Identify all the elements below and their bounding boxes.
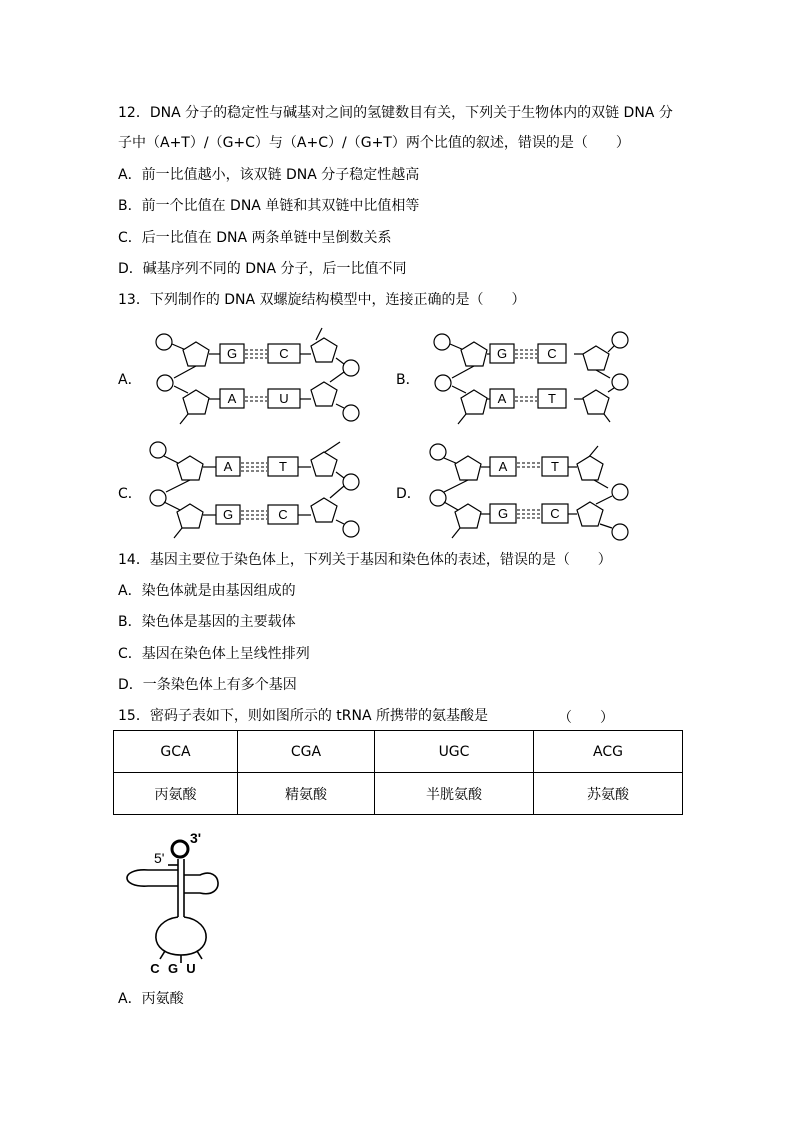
q14-option-b: B．染色体是基因的主要载体 [118,614,296,630]
q12-option-d: D．碱基序列不同的 DNA 分子，后一比值不同 [118,261,407,277]
q15-answer-blank: （ ） [558,710,614,726]
base-t: T [548,391,556,406]
q14-option-d: D．一条染色体上有多个基因 [118,677,297,693]
q14-stem: 14．基因主要位于染色体上，下列关于基因和染色体的表述，错误的是（ ） [118,552,612,568]
q13-option-c-label: C． [118,486,142,502]
q15-option-a: A．丙氨酸 [118,991,184,1007]
q12-option-b: B．前一个比值在 DNA 单链和其双链中比值相等 [118,198,420,214]
codon-cell: CGA [238,731,375,773]
base-t: T [279,459,287,474]
anticodon-base-c: C [150,961,160,976]
q12-stem-line1: 12．DNA 分子的稳定性与碱基对之间的氢键数目有关，下列关于生物体内的双链 DNA 分 [118,105,673,121]
base-g: G [226,346,238,361]
q12-option-c: C．后一比值在 DNA 两条单链中呈倒数关系 [118,230,392,246]
codon-table [113,730,683,815]
base-g: G [496,346,508,361]
five-prime-label: 5' [154,850,165,866]
dna-model-a [146,322,376,426]
q15-stem: 15．密码子表如下，则如图所示的 tRNA 所携带的氨基酸是 [118,708,488,724]
q13-option-a-label: A． [118,372,142,388]
codon-cell: ACG [534,731,683,773]
amino-acid-cell: 丙氨酸 [114,773,238,815]
amino-acid-cell: 半胱氨酸 [375,773,534,815]
q13-option-b-label: B． [396,372,420,388]
codon-cell: GCA [114,731,238,773]
base-c: C [278,507,288,522]
base-c: C [550,506,560,521]
base-g: G [222,507,234,522]
base-g: G [497,506,509,521]
base-c: C [279,346,289,361]
base-c: C [547,346,557,361]
anticodon-base-u: U [186,961,196,976]
amino-acid-cell: 精氨酸 [238,773,375,815]
dna-model-c [146,436,376,542]
q13-stem: 13．下列制作的 DNA 双螺旋结构模型中，连接正确的是（ ） [118,292,526,308]
three-prime-label: 3' [190,830,202,846]
base-u: U [279,391,289,406]
base-a: A [497,391,507,406]
base-a: A [223,459,233,474]
q12-option-a: A．前一比值越小，该双链 DNA 分子稳定性越高 [118,167,420,183]
anticodon-base-g: G [167,961,179,976]
amino-acid-row [114,773,683,815]
codon-row [114,731,683,773]
q12-stem-line2: 子中（A+T）/（G+C）与（A+C）/（G+T）两个比值的叙述，错误的是（ ） [118,135,630,151]
base-a: A [498,459,508,474]
q14-option-c: C．基因在染色体上呈线性排列 [118,646,310,662]
dna-model-d [424,436,654,542]
trna-diagram [118,825,238,975]
base-a: A [227,391,237,406]
dna-model-b [424,322,654,426]
amino-acid-cell: 苏氨酸 [534,773,683,815]
q13-option-d-label: D． [396,486,421,502]
q14-option-a: A．染色体就是由基因组成的 [118,583,296,599]
codon-cell: UGC [375,731,534,773]
base-t: T [551,459,559,474]
